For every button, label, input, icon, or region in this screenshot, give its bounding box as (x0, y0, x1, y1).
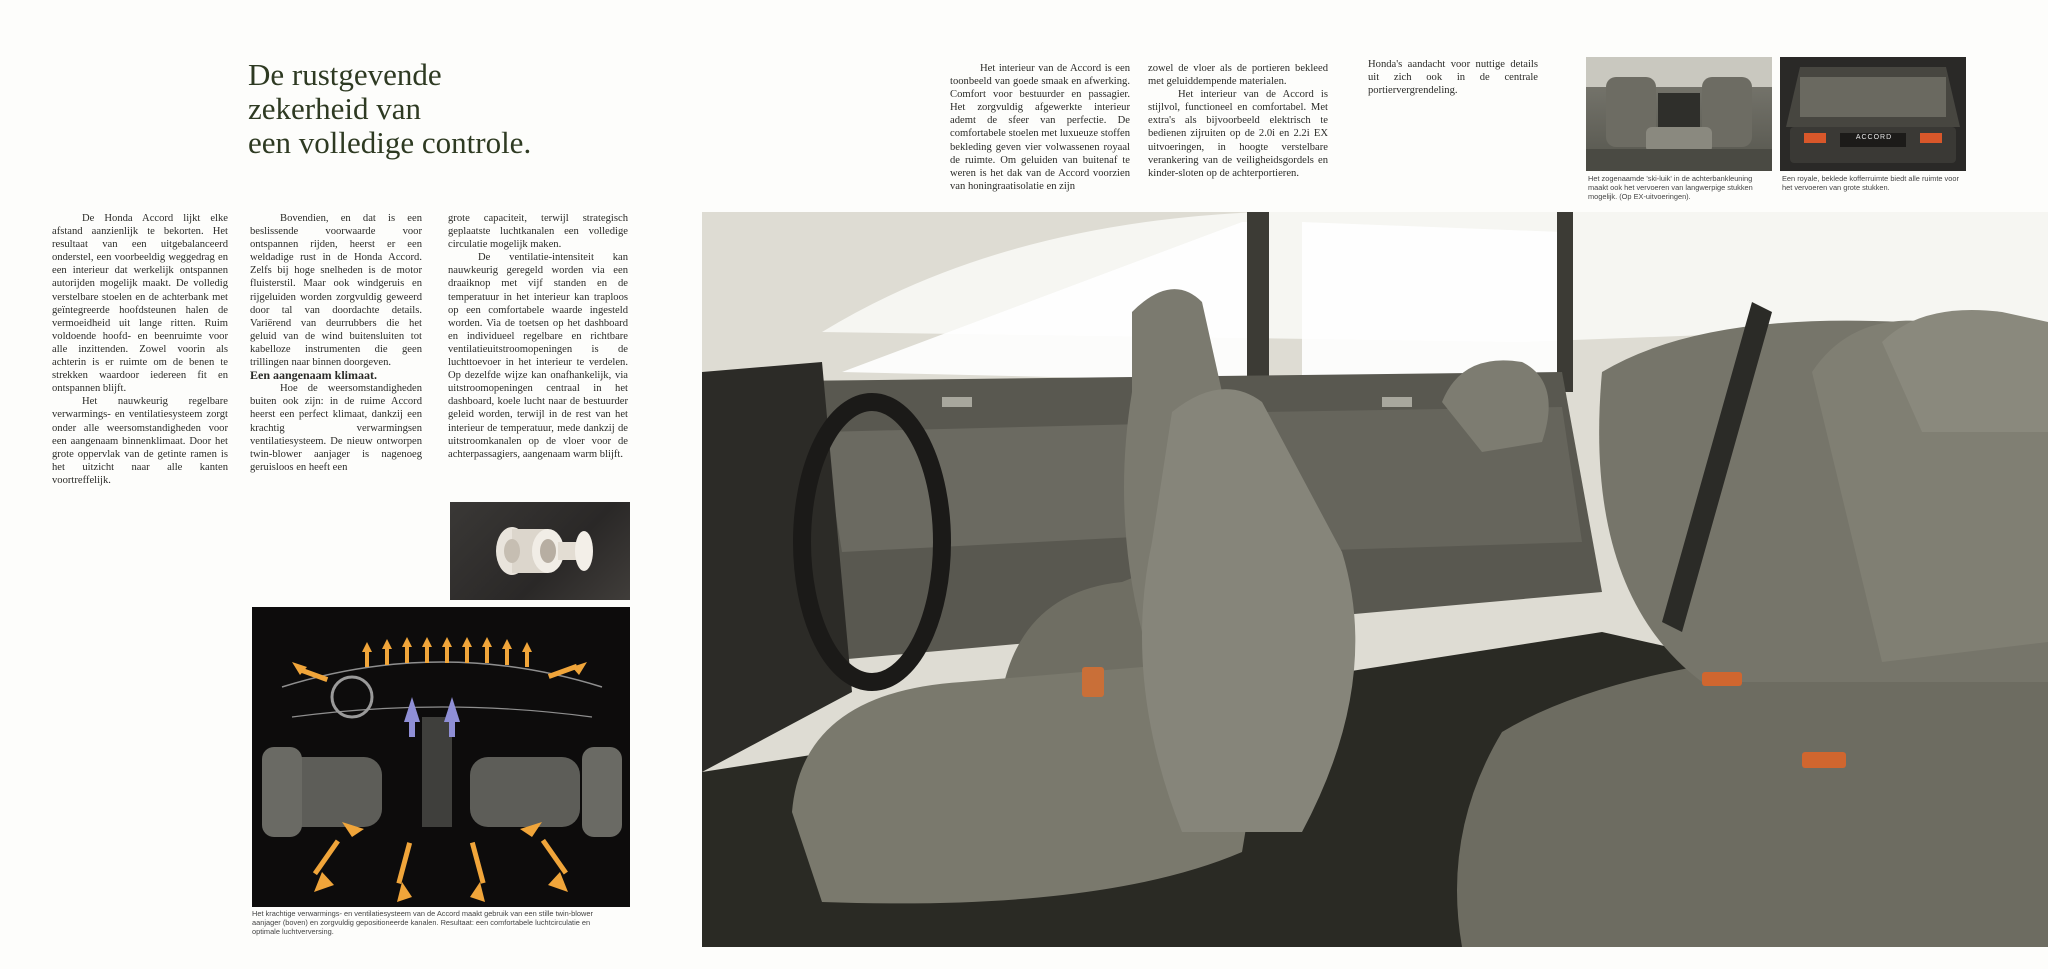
accord-badge: ACCORD (1855, 134, 1893, 141)
intro-paragraph-2: Het nauwkeurig regelbare verwarmings- en ventilatiesysteem zorgt onder alle weersomstandigheden voor een aangenaam binnenklimaat. Door het grote oppervlak van de getinte ramen is het uitzicht naar alle kanten voortreffelijk. (52, 396, 228, 486)
third-paragraph-1: grote capaciteit, terwijl strategisch geplaatste luchtkanalen een volledige circulatie mogelijk maken. (448, 213, 628, 251)
third-column (448, 212, 628, 461)
second-column (250, 212, 422, 474)
headline-line-3: een volledige controle. (248, 125, 532, 160)
intro-paragraph-1: De Honda Accord lijkt elke afstand aanzienlijk te bekorten. Het resultaat van een uitgebalanceerd onderstel, een voorbeeldig weggedrag en een interieur dat werkelijk ontspannen autorijden mogelijk maakt. De volledig verstelbare stoelen en de achterbank met geïntegreerde hoofdsteunen halen de vermoeidheid uit lange ritten. Ruim voldoende hoofd- en beenruimte voor alle inzittenden. Zowel voorin als achterin is er ruimte om de benen te strekken waardoor iedereen fit en ontspannen blijft. (52, 213, 228, 395)
twin-blower-photo (450, 502, 630, 600)
headline-line-2: zekerheid van (248, 91, 421, 126)
interior-paragraph-c: Honda's aandacht voor nuttige details uit zich ook in de centrale portiervergrendeling. (1368, 59, 1538, 97)
second-paragraph-1: Bovendien, en dat is een beslissende voorwaarde voor ontspannen rijden, heerst er een weldadige rust in de Honda Accord. Zelfs bij hoge snelheden is de motor fluisterstil. Maar ook windgeruis en rijgeluiden worden zorgvuldig geweerd door tal van doordachte details. Variërend van deurrubbers die het geluid van de wind buitensluiten tot kabelloze instrumenten die geen trillingen naar binnen doorgeven. (250, 213, 422, 369)
climate-subheading: Een aangenaam klimaat. (250, 368, 378, 383)
page-headline (248, 58, 668, 160)
second-paragraph-2: Hoe de weersomstandigheden buiten ook zijn: in de ruime Accord heerst een perfect klimaat, dankzij een krachtig verwarmingsen ventilatiesysteem. De nieuw ontworpen twin-blower aanjager is nagenoeg geruisloos en heeft een (250, 383, 422, 473)
interior-paragraph-b2: Het interieur van de Accord is stijlvol, functioneel en comfortabel. Met extra's als bijvoorbeeld elektrisch te bedienen zijruiten op de 2.0i en 2.2i EX uitvoeringen, in hoogte verstelbare verankering van de veiligheidsgordels en kinder-sloten op de achterportieren. (1148, 89, 1328, 179)
ski-hatch-caption: Het zogenaamde 'ski-luik' in de achterbankleuning maakt ook het vervoeren van langwerpige stukken mogelijk. (Op EX-uitvoeringen). (1588, 174, 1753, 201)
intro-column (52, 212, 228, 487)
interior-main-photo (702, 212, 2048, 947)
interior-paragraph-b1: zowel de vloer als de portieren bekleed met geluiddempende materialen. (1148, 63, 1328, 88)
ski-hatch-photo (1586, 57, 1772, 171)
interior-column-b (1148, 62, 1328, 180)
interior-paragraph-a: Het interieur van de Accord is een toonbeeld van goede smaak en afwerking. Comfort voor bestuurder en passagier. Het zorgvuldig afgewerkte interieur ademt de sfeer van perfectie. De comfortabele stoelen met luxueuze stoffen bekleding geven vier volwassenen royaal de ruimte. Om geluiden van buitenaf te weren is het dak van de Accord voorzien van honingraatisolatie en zijn (950, 63, 1130, 192)
airflow-diagram (252, 607, 630, 907)
airflow-caption: Het krachtige verwarmings- en ventilatiesysteem van de Accord maakt gebruik van een stille twin-blower aanjager (boven) en zorgvuldig gepositioneerde kanalen. Resultaat: een comfortabele luchtcirculatie en optimale luchtverversing. (252, 909, 593, 936)
headline-line-1: De rustgevende (248, 57, 442, 92)
trunk-caption: Een royale, beklede kofferruimte biedt alle ruimte voor het vervoeren van grote stukken. (1782, 174, 1959, 192)
interior-column-c (1368, 58, 1538, 97)
interior-column-a (950, 62, 1130, 193)
third-paragraph-2: De ventilatie-intensiteit kan nauwkeurig geregeld worden via een draaiknop met vijf standen en de temperatuur in het interieur kan traploos op een comfortabele waarde ingesteld worden. Via de toetsen op het dashboard en individueel regelbare en richtbare ventilatieuitstroomopeningen is de luchttoevoer in het interieur te verdelen. Op dezelfde wijze kan onafhankelijk, via uitstroomopeningen centraal in het dashboard, koele lucht naar de bestuurder geleid worden, terwijl in de rest van het interieur de temperatuur, mede dankzij de uitstroomkanalen op de vloer voor de achterpassagiers, aangenaam warm blijft. (448, 252, 628, 460)
trunk-photo (1780, 57, 1966, 171)
